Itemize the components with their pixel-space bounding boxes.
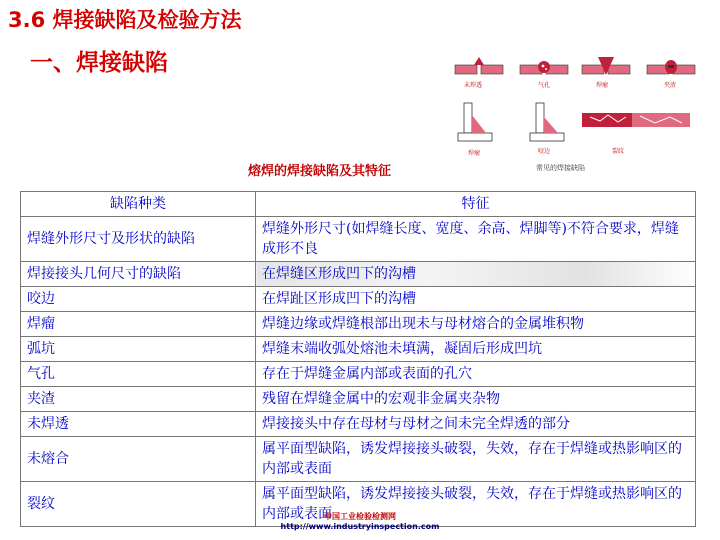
table-row [21, 412, 696, 437]
defect-overlap-sketch [582, 57, 630, 75]
defect-type-cell: 咬边 [21, 287, 256, 312]
weld-defects-diagram [450, 55, 715, 178]
feature-cell: 焊接接头中存在母材与母材之间未完全焊透的部分 [256, 412, 696, 437]
defects-table [20, 191, 696, 527]
defect-type-cell: 焊缝外形尺寸及形状的缺陷 [21, 217, 256, 262]
defect-type-cell: 裂纹 [21, 482, 256, 527]
defect-type-cell: 焊瘤 [21, 312, 256, 337]
table-row [21, 337, 696, 362]
feature-cell: 存在于焊缝金属内部或表面的孔穴 [256, 362, 696, 387]
section-subtitle: 一、焊接缺陷 [30, 50, 168, 76]
defect-type-cell: 气孔 [21, 362, 256, 387]
figure-label: 裂纹 [612, 148, 625, 155]
feature-cell: 属平面型缺陷，诱发焊接接头破裂，失效，存在于焊缝或热影响区的内部或表面 [256, 437, 696, 482]
defect-porosity-sketch [520, 61, 568, 74]
weld-defects-figure [450, 55, 715, 178]
defect-lack-of-penetration-sketch [455, 57, 503, 74]
figure-label: 咬边 [538, 148, 551, 155]
defect-overlap-fillet-sketch [458, 103, 492, 141]
column-header-feature: 特征 [256, 192, 696, 217]
feature-cell: 焊缝外形尺寸(如焊缝长度、宽度、余高、焊脚等)不符合要求，焊缝成形不良 [256, 217, 696, 262]
figure-caption: 常见的焊接缺陷 [536, 164, 585, 172]
table-row [21, 362, 696, 387]
feature-cell: 焊缝末端收弧处熔池未填满，凝固后形成凹坑 [256, 337, 696, 362]
defect-type-cell: 夹渣 [21, 387, 256, 412]
table-row [21, 312, 696, 337]
figure-label: 焊瘤 [468, 150, 481, 157]
defect-undercut-sketch [530, 103, 564, 141]
figure-label: 未焊透 [464, 82, 483, 89]
footer-url[interactable]: http://www.industryinspection.com [280, 522, 440, 531]
figure-label: 焊瘤 [596, 82, 609, 89]
footer-org: 中国工业检验检测网 [324, 512, 396, 521]
feature-cell: 属平面型缺陷，诱发焊接接头破裂，失效，存在于焊缝或热影响区的内部或表面 [256, 482, 696, 527]
figure-label: 气孔 [538, 82, 551, 89]
table-row [21, 437, 696, 482]
feature-cell: 在焊缝区形成凹下的沟槽 [256, 262, 696, 287]
defect-type-cell: 焊接接头几何尺寸的缺陷 [21, 262, 256, 287]
defect-type-cell: 弧坑 [21, 337, 256, 362]
table-caption: 熔焊的焊接缺陷及其特征 [248, 164, 392, 179]
table-header-row [21, 192, 696, 217]
defect-type-cell: 未焊透 [21, 412, 256, 437]
page-title: 3.6 焊接缺陷及检验方法 [8, 8, 242, 32]
feature-cell: 焊缝边缘或焊缝根部出现未与母材熔合的金属堆积物 [256, 312, 696, 337]
defect-crack-sketch [582, 113, 690, 127]
defect-slag-inclusion-sketch [647, 60, 695, 74]
defect-type-cell: 未熔合 [21, 437, 256, 482]
figure-label: 夹渣 [664, 82, 677, 89]
feature-cell: 残留在焊缝金属中的宏观非金属夹杂物 [256, 387, 696, 412]
table-row [21, 387, 696, 412]
feature-cell: 在焊趾区形成凹下的沟槽 [256, 287, 696, 312]
table-row [21, 262, 696, 287]
table-row [21, 217, 696, 262]
column-header-defect-type: 缺陷种类 [21, 192, 256, 217]
table-row [21, 287, 696, 312]
